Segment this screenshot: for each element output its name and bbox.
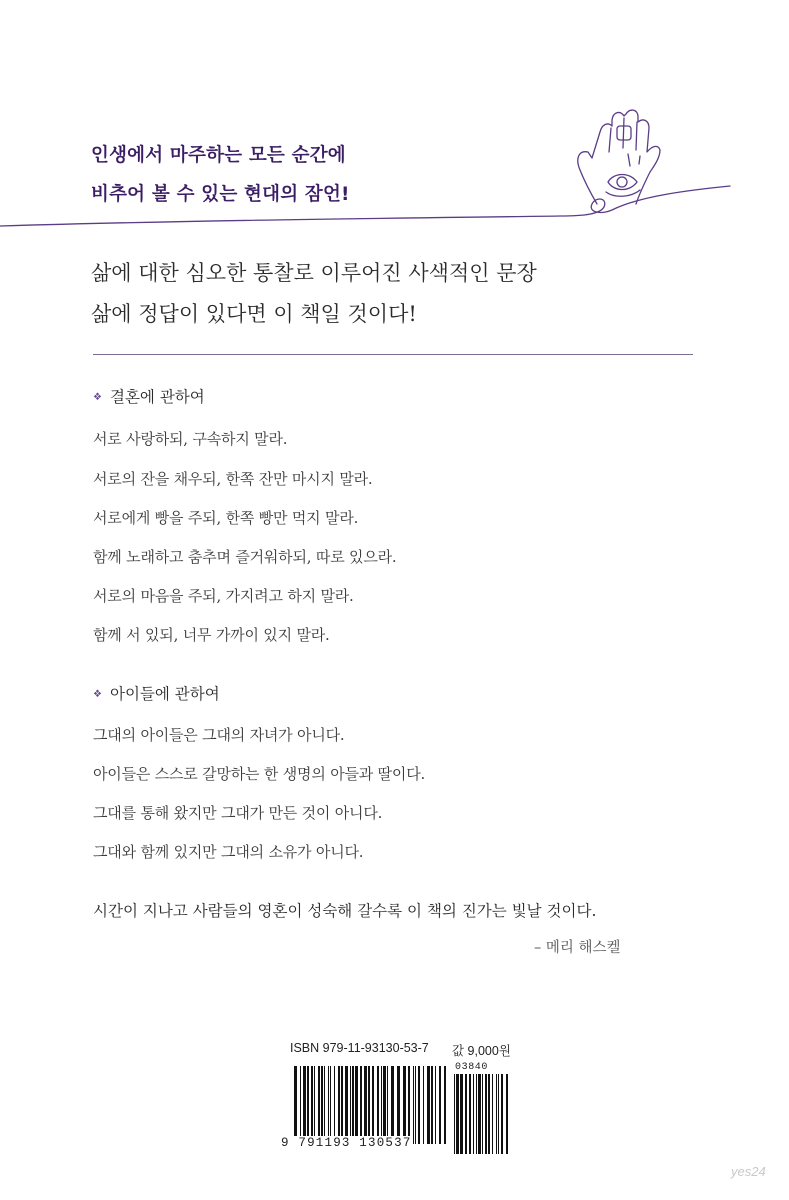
barcode-bar	[364, 1066, 367, 1144]
barcode-bar	[485, 1074, 487, 1154]
verse-line: 서로 사랑하되, 구속하지 말라.	[93, 430, 288, 448]
barcode-bar	[324, 1066, 325, 1144]
barcode-bar	[368, 1066, 370, 1144]
barcode-bar	[360, 1066, 362, 1144]
barcode-bar	[444, 1066, 446, 1144]
tagline-line-2: 삶에 정답이 있다면 이 책일 것이다!	[91, 302, 417, 326]
verse-line: 그대의 아이들은 그대의 자녀가 아니다.	[93, 726, 345, 744]
barcode-bar	[328, 1066, 329, 1144]
barcode-bar	[498, 1074, 499, 1154]
barcode-bar	[492, 1074, 493, 1154]
barcode-bar	[318, 1066, 320, 1144]
section-title: 결혼에 관하여	[109, 388, 205, 406]
barcode-bar	[478, 1074, 481, 1154]
verse-line: 그대를 통해 왔지만 그대가 만든 것이 아니다.	[93, 804, 383, 822]
barcode-bar	[387, 1066, 388, 1144]
verse-line: 서로의 마음을 주되, 가지려고 하지 말라.	[93, 587, 354, 605]
verse-line: 그대와 함께 있지만 그대의 소유가 아니다.	[93, 843, 364, 861]
barcode-bar	[427, 1066, 430, 1144]
barcode-bar	[465, 1074, 467, 1154]
verse-line: 서로의 잔을 채우되, 한쪽 잔만 마시지 말라.	[93, 470, 373, 488]
section-title: 아이들에 관하여	[109, 685, 220, 703]
barcode-bar	[473, 1074, 474, 1154]
barcode-bar	[435, 1066, 436, 1144]
barcode-bar	[330, 1066, 331, 1144]
barcode-bar	[391, 1066, 394, 1144]
barcode-bar	[338, 1066, 340, 1144]
barcode-bar	[496, 1074, 497, 1154]
barcode-bar	[300, 1066, 301, 1144]
barcode-bar	[506, 1074, 508, 1154]
verse-line: 서로에게 빵을 주되, 한쪽 빵만 먹지 말라.	[93, 509, 359, 527]
barcode-bar	[501, 1074, 503, 1154]
watermark-logo: yes24	[731, 1164, 766, 1179]
barcode-bar	[383, 1066, 386, 1144]
barcode-bar	[439, 1066, 441, 1144]
barcode-bar	[454, 1074, 455, 1154]
barcode-digits: 9 791193 130537	[281, 1136, 412, 1150]
barcode-bar	[418, 1066, 420, 1144]
tagline-line-1: 삶에 대한 심오한 통찰로 이루어진 사색적인 문장	[91, 261, 537, 285]
barcode-bar	[415, 1066, 416, 1144]
barcode-bar	[372, 1066, 374, 1144]
verse-line: 아이들은 스스로 갈망하는 한 생명의 아들과 딸이다.	[93, 765, 426, 783]
closing-quote: 시간이 지나고 사람들의 영혼이 성숙해 갈수록 이 책의 진가는 빛날 것이다.	[93, 902, 597, 920]
barcode-bar	[408, 1066, 410, 1144]
barcode-bar	[377, 1066, 379, 1144]
barcode-bar	[303, 1066, 306, 1144]
barcode-bar	[311, 1066, 313, 1144]
barcode-bar	[334, 1066, 335, 1144]
section-heading-children	[93, 682, 220, 704]
diamond-bullet-icon: ❖	[93, 392, 102, 403]
section-heading-marriage	[93, 385, 205, 407]
hamsa-hand-eye-icon	[0, 100, 789, 230]
section-divider	[93, 354, 693, 355]
barcode-bar	[352, 1066, 354, 1144]
barcode-bar	[482, 1074, 483, 1154]
barcode-bar	[381, 1066, 382, 1144]
headline-line-2: 비추어 볼 수 있는 현대의 잠언!	[91, 184, 350, 205]
price-label: 값 9,000원	[452, 1044, 511, 1058]
barcode-bar	[341, 1066, 343, 1144]
barcode-bar	[488, 1074, 490, 1154]
barcode-bar	[314, 1066, 315, 1144]
barcode-bar	[460, 1074, 463, 1154]
barcode-bar	[413, 1066, 414, 1144]
barcode-bar	[456, 1074, 459, 1154]
barcode-bar	[403, 1066, 406, 1144]
barcode-bar	[345, 1066, 348, 1144]
quote-attribution: – 메리 해스켈	[534, 940, 621, 956]
barcode-bar	[476, 1074, 477, 1154]
barcode-bar	[307, 1066, 309, 1144]
isbn-number: ISBN 979-11-93130-53-7	[290, 1041, 429, 1055]
diamond-bullet-icon: ❖	[93, 689, 102, 700]
headline-line-1: 인생에서 마주하는 모든 순간에	[91, 145, 346, 166]
barcode-bar	[423, 1066, 424, 1144]
verse-line: 함께 서 있되, 너무 가까이 있지 말라.	[93, 626, 330, 644]
barcode-bar	[321, 1066, 323, 1144]
verse-line: 함께 노래하고 춤추며 즐거워하되, 따로 있으라.	[93, 548, 397, 566]
barcode-bar	[294, 1066, 297, 1144]
barcode-addon-digits: 03840	[455, 1062, 489, 1073]
barcode-bar	[397, 1066, 400, 1144]
barcode-bar	[355, 1066, 358, 1144]
barcode-bar	[469, 1074, 471, 1154]
barcode-bar	[431, 1066, 433, 1144]
barcode-bar	[350, 1066, 351, 1144]
